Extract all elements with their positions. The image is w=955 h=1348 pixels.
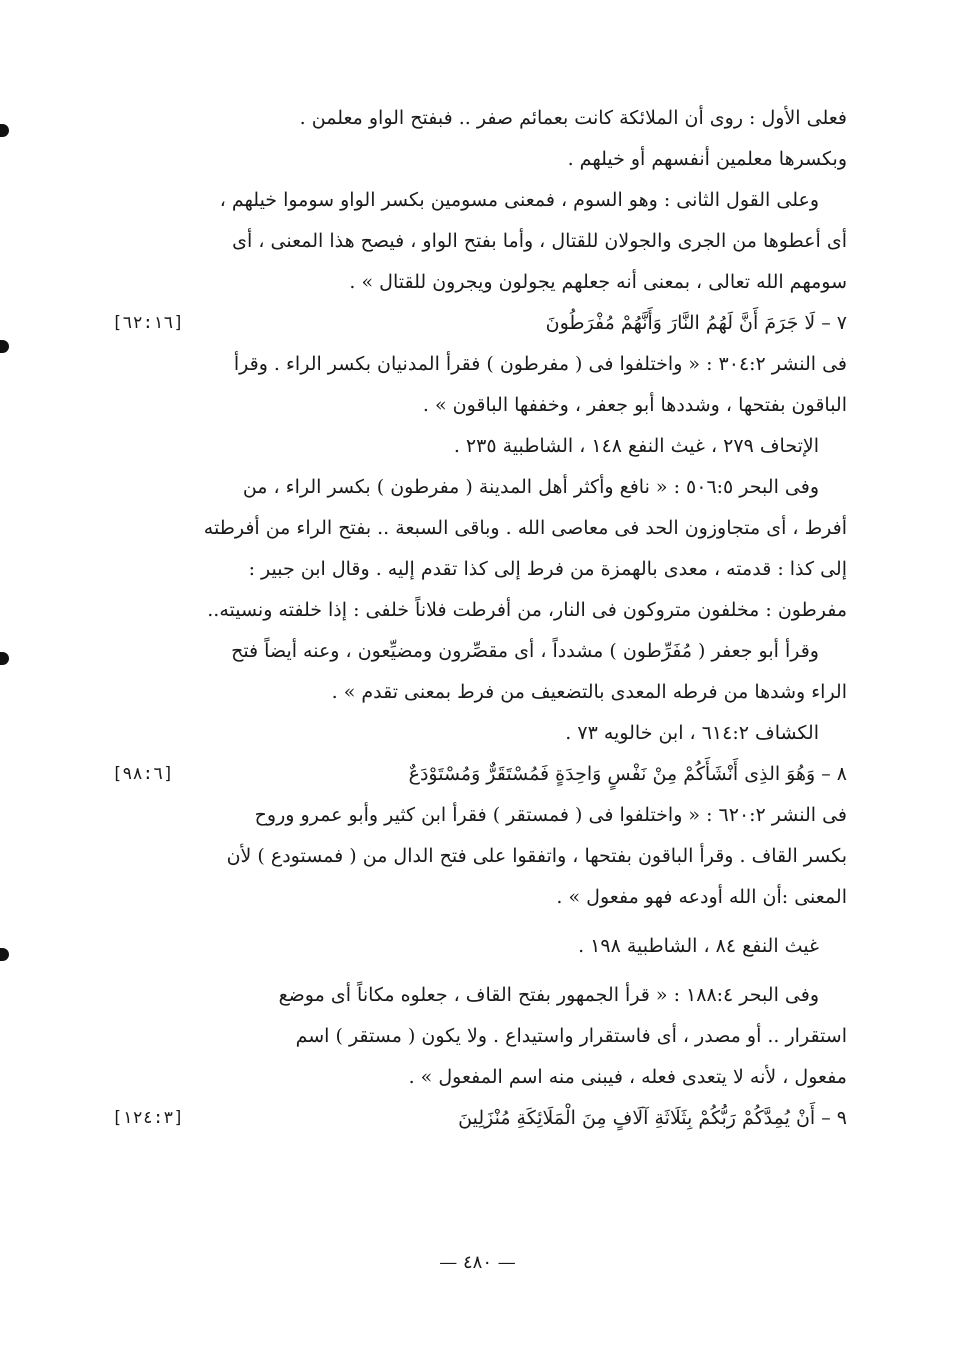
text-line: الإتحاف ٢٧٩ ، غيث النفع ١٤٨ ، الشاطبية ٢٣٥ . bbox=[453, 435, 819, 457]
verse-text: ٩ – أَنْ يُمِدَّكُمْ رَبُّكُمْ بِثَلَاثَةِ آلَافٍ مِنَ الْمَلَائِكَةِ مُنْزَلِينَ bbox=[458, 1107, 847, 1129]
text-line: وفى البحر ٥٠٦:٥ : « نافع وأكثر أهل المدينة ( مفرطون ) بكسر الراء ، من bbox=[242, 476, 819, 498]
text-line: إلى كذا : قدمته ، معدى بالهمزة من فرط إلى كذا تقدم إليه . وقال ابن جبير : bbox=[248, 558, 847, 580]
text-line: فى النشر ٦٢٠:٢ : « واختلفوا فى ( فمستقر ) فقرأ ابن كثير وأبو عمرو وروح bbox=[254, 804, 847, 826]
text-line: أفرط ، أى متجاوزون الحد فى معاصى الله . وباقى السبعة .. بفتح الراء من أفرطته bbox=[203, 517, 847, 539]
verse-8 bbox=[112, 754, 847, 795]
page-number: — ٤٨٠ — bbox=[439, 1252, 516, 1273]
margin-mark bbox=[0, 124, 9, 137]
verse-reference: [٩٨:٦] bbox=[112, 764, 174, 784]
verse-text: ٧ – لَا جَرَمَ أَنَّ لَهُمُ النَّارَ وَأَنَّهُمْ مُفْرَطُونَ bbox=[545, 312, 847, 334]
text-line: الباقون بفتحها ، وشددها أبو جعفر ، وخففها الباقون » . bbox=[422, 394, 847, 416]
text-line: أى أعطوها من الجرى والجولان للقتال ، وأما بفتح الواو ، فيصح هذا المعنى ، أى bbox=[232, 230, 847, 252]
text-line: المعنى :أن الله أودعه فهو مفعول » . bbox=[556, 886, 847, 908]
text-line: وفى البحر ١٨٨:٤ : « قرأ الجمهور بفتح القاف ، جعلوه مكاناً أى موضع bbox=[278, 984, 819, 1006]
text-line: استقرار .. أو مصدر ، أى فاستقرار واستيداع . ولا يكون ( مستقر ) اسم bbox=[295, 1025, 847, 1047]
text-line: بكسر القاف . وقرأ الباقون بفتحها ، واتفقوا على فتح الدال من ( فمستودع ) لأن bbox=[226, 845, 847, 867]
text-line: وبكسرها معلمين أنفسهم أو خيلهم . bbox=[567, 148, 847, 170]
text-line: فى النشر ٣٠٤:٢ : « واختلفوا فى ( مفرطون ) فقرأ المدنيان بكسر الراء . وقرأ bbox=[233, 353, 847, 375]
text-line: فعلى الأول : روى أن الملائكة كانت بعمائم صفر .. فبفتح الواو معلمن . bbox=[299, 107, 847, 129]
margin-mark bbox=[0, 340, 9, 353]
text-line: مفرطون : مخلفون متروكون فى النار، من أفرطت فلاناً خلفى : إذا خلفته ونسيته.. bbox=[207, 599, 847, 621]
text-line: سومهم الله تعالى ، بمعنى أنه جعلهم يجولون ويجرون للقتال » . bbox=[349, 271, 847, 293]
text-line: وعلى القول الثانى : وهو السوم ، فمعنى مسومين بكسر الواو سوموا خيلهم ، bbox=[219, 189, 819, 211]
verse-9 bbox=[112, 1098, 847, 1139]
text-line: مفعول ، لأنه لا يتعدى فعله ، فيبنى منه اسم المفعول » . bbox=[408, 1066, 847, 1088]
verse-7 bbox=[112, 303, 847, 344]
page-body bbox=[112, 98, 847, 1139]
text-line: وقرأ أبو جعفر ( مُفَرِّطون ) مشدداً ، أى مقصِّرون ومضيِّعون ، وعنه أيضاً فتح bbox=[231, 640, 819, 662]
text-line: غيث النفع ٨٤ ، الشاطبية ١٩٨ . bbox=[578, 935, 819, 957]
verse-reference: [٦٢:١٦] bbox=[112, 313, 184, 333]
margin-mark bbox=[0, 948, 9, 961]
text-line: الكشاف ٦١٤:٢ ، ابن خالويه ٧٣ . bbox=[565, 722, 819, 744]
verse-text: ٨ – وَهُوَ الذِى أَنْشَأَكُمْ مِنْ نَفْسٍ وَاحِدَةٍ فَمُسْتَقَرٌّ وَمُسْتَوْدَعٌ bbox=[408, 763, 847, 785]
margin-mark bbox=[0, 652, 9, 665]
verse-reference: [١٢٤:٣] bbox=[112, 1108, 184, 1128]
text-line: الراء وشدها من فرطه المعدى بالتضعيف من فرط بمعنى تقدم » . bbox=[331, 681, 847, 703]
